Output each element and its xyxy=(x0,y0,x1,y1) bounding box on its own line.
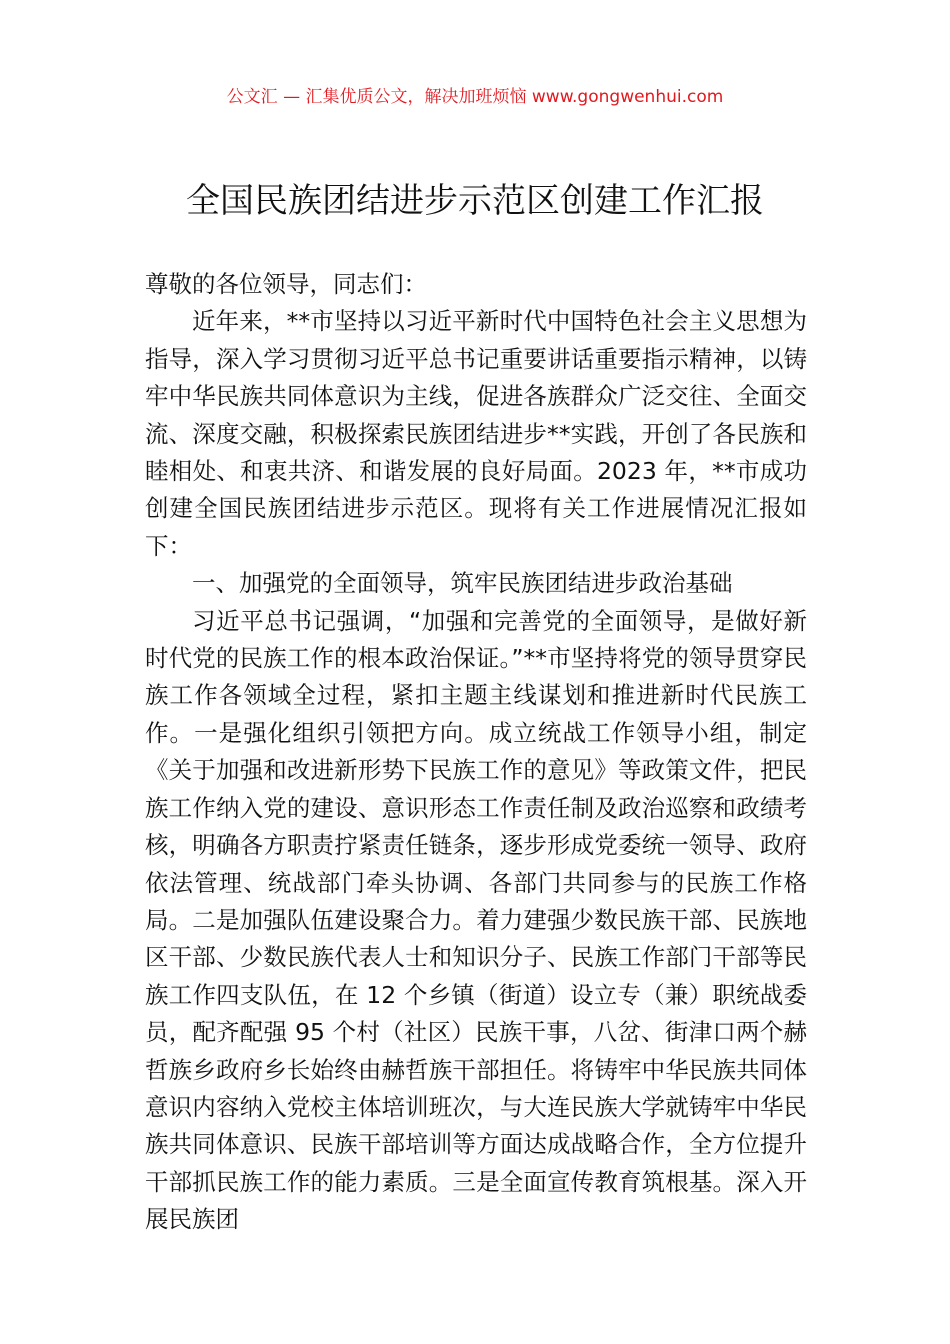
paragraph-intro: 近年来，**市坚持以习近平新时代中国特色社会主义思想为指导，深入学习贯彻习近平总书记重要讲话重要指示精神，以铸牢中华民族共同体意识为主线，促进各族群众广泛交往、全面交流、深度交融，积极探索民族团结进步**实践，开创了各民族和睦相处、和衷共济、和谐发展的良好局面。2023 年，**市成功创建全国民族团结进步示范区。现将有关工作进展情况汇报如下： xyxy=(145,307,807,560)
document-title: 全国民族团结进步示范区创建工作汇报 xyxy=(186,181,764,221)
site-banner: 公文汇 — 汇集优质公文，解决加班烦恼 www.gongwenhui.com xyxy=(226,87,724,107)
document-body xyxy=(145,266,807,1239)
section-heading-1: 一、加强党的全面领导，筑牢民族团结进步政治基础 xyxy=(192,569,733,598)
paragraph-section-1: 习近平总书记强调，“加强和完善党的全面领导，是做好新时代党的民族工作的根本政治保证。”**市坚持将党的领导贯穿民族工作各领域全过程，紧扣主题主线谋划和推进新时代民族工作。一是强化组织引领把方向。成立统战工作领导小组，制定《关于加强和改进新形势下民族工作的意见》等政策文件，把民族工作纳入党的建设、意识形态工作责任制及政治巡察和政绩考核，明确各方职责拧紧责任链条，逐步形成党委统一领导、政府依法管理、统战部门牵头协调、各部门共同参与的民族工作格局。二是加强队伍建设聚合力。着力建强少数民族干部、民族地区干部、少数民族代表人士和知识分子、民族工作部门干部等民族工作四支队伍，在 12 个乡镇（街道）设立专（兼）职统战委员，配齐配强 95 个村（社区）民族干事，八岔、街津口两个赫哲族乡政府乡长始终由赫哲族干部担任。将铸牢中华民族共同体意识内容纳入党校主体培训班次，与大连民族大学就铸牢中华民族共同体意识、民族干部培训等方面达成战略合作，全方位提升干部抓民族工作的能力素质。三是全面宣传教育筑根基。深入开展民族团 xyxy=(145,606,807,1234)
salutation: 尊敬的各位领导，同志们： xyxy=(145,270,427,298)
